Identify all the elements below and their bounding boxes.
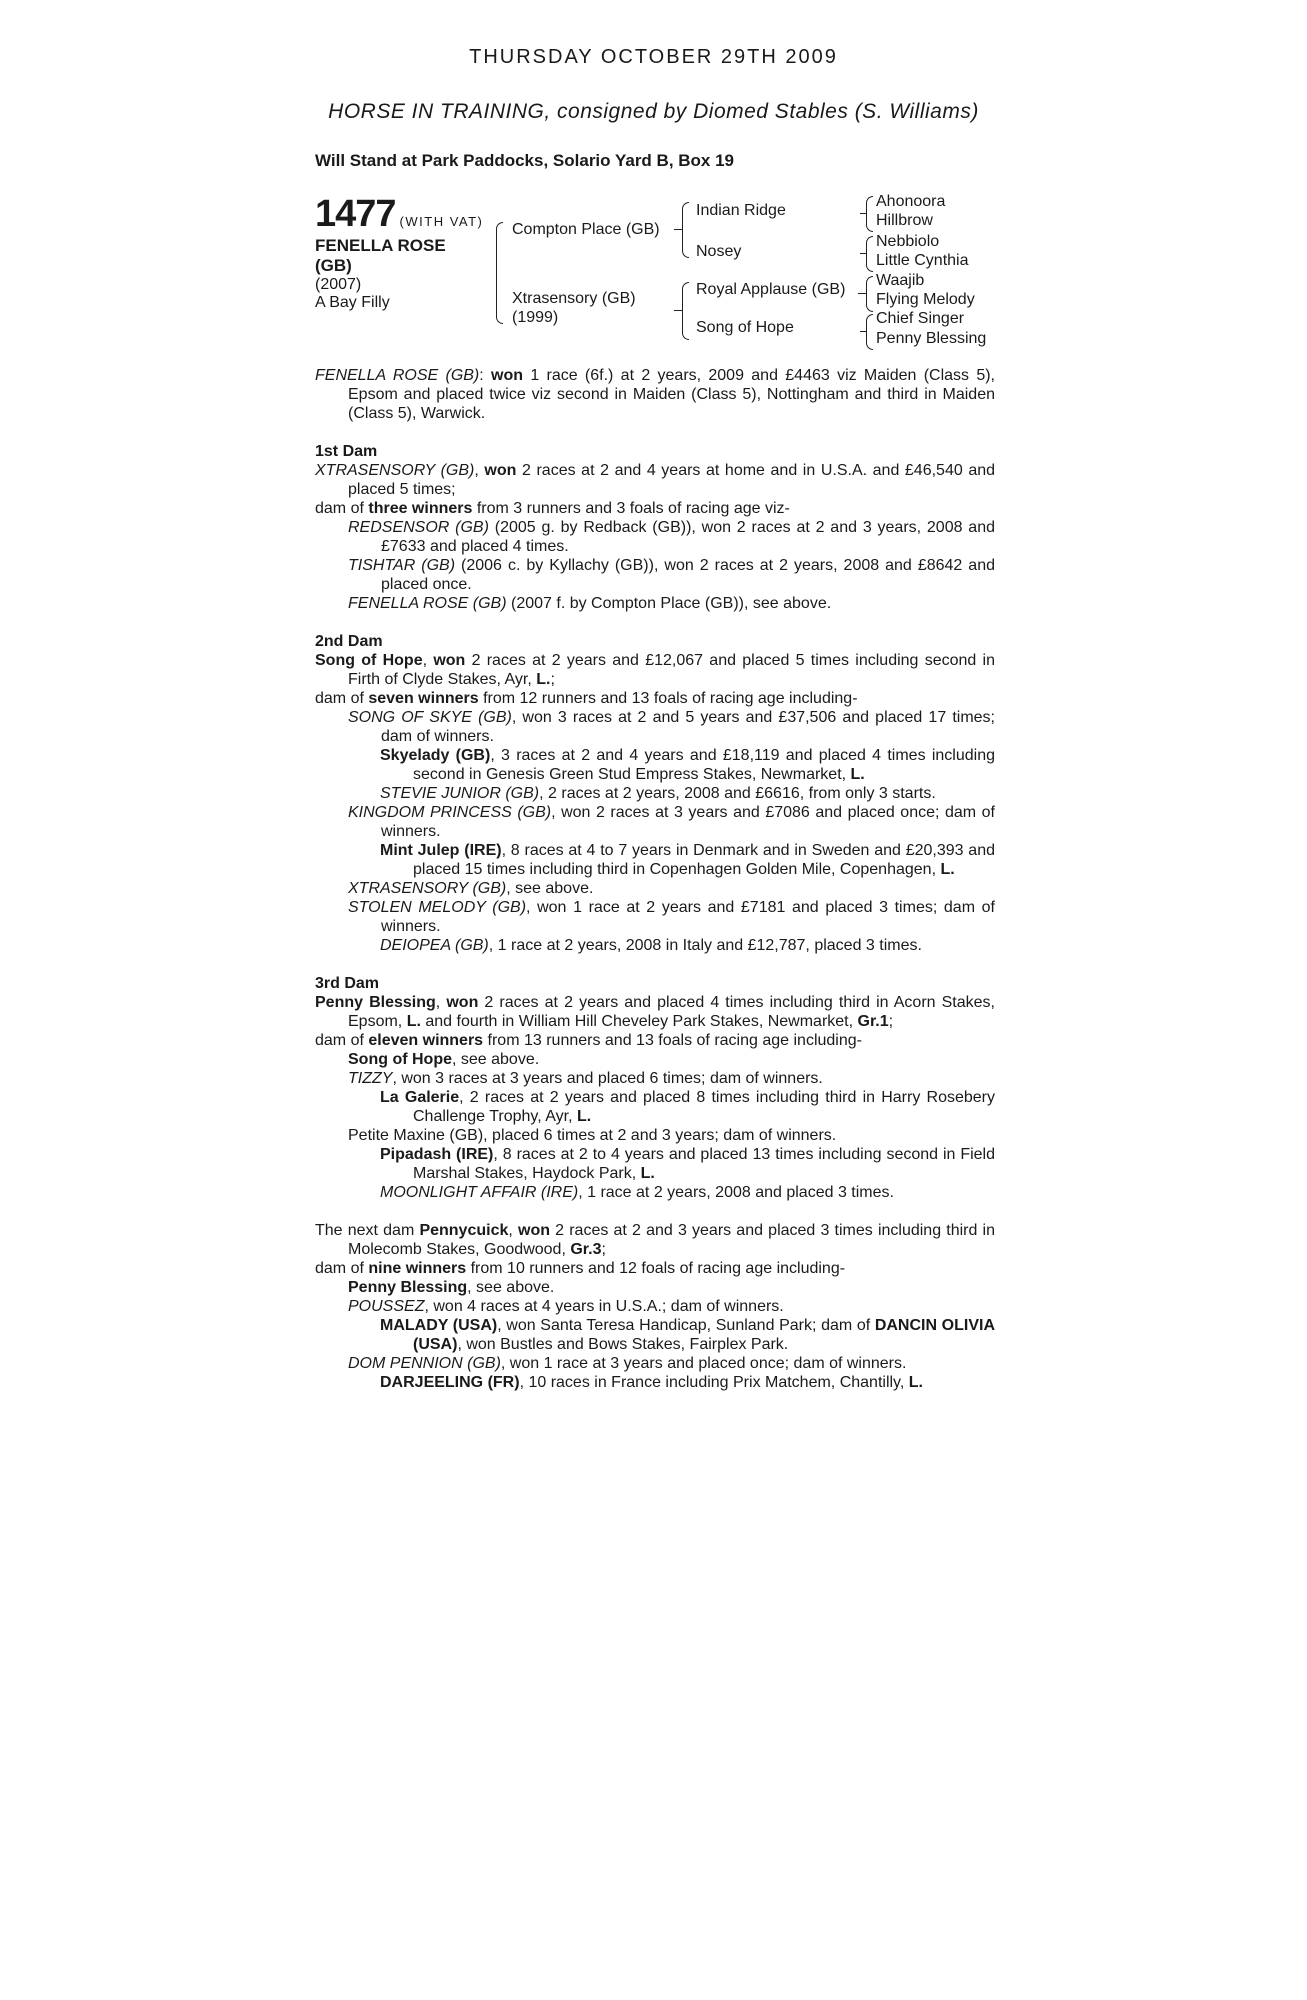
progeny-name: Pipadash (IRE) bbox=[380, 1146, 494, 1163]
progeny-name: FENELLA ROSE (GB) bbox=[348, 595, 507, 612]
dam-year: (1999) bbox=[512, 309, 559, 326]
sire-brace bbox=[682, 202, 689, 258]
g3-name: Little Cynthia bbox=[876, 252, 969, 269]
brace-point bbox=[674, 310, 682, 311]
won-label: won bbox=[491, 367, 524, 384]
progeny-text: , won 3 races at 2 and 5 years and £37,506 and placed 17 times; dam of winners. bbox=[381, 709, 996, 745]
progeny-text: , won Santa Teresa Handicap, Sunland Park; dam of bbox=[497, 1317, 875, 1334]
first-dam-produce bbox=[315, 499, 995, 518]
grandprogeny-entry bbox=[315, 1183, 995, 1202]
dam-sire-name: Royal Applause (GB) bbox=[696, 281, 846, 298]
g3-name: Hillbrow bbox=[876, 212, 933, 229]
text: from 10 runners and 12 foals of racing age including- bbox=[466, 1260, 846, 1277]
group-label: Gr.1 bbox=[857, 1013, 889, 1030]
g3-name: Chief Singer bbox=[876, 310, 965, 327]
g3-name: Ahonoora bbox=[876, 193, 946, 210]
second-dam-produce bbox=[315, 689, 995, 708]
catalogue-text bbox=[315, 366, 995, 1392]
group-label: Gr.3 bbox=[570, 1241, 602, 1258]
horse-name-italic: FENELLA ROSE (GB) bbox=[315, 367, 480, 384]
text: dam of bbox=[315, 1260, 369, 1277]
progeny-text: (2005 g. by Redback (GB)), won 2 races at 2 and 3 years, 2008 and £7633 and placed 4 times. bbox=[381, 519, 995, 555]
summary-text: 1 race (6f.) at 2 years, 2009 and £4463 viz Maiden (Class 5), Epsom and placed twice viz second in Maiden (Class 5), Nottingham and third in Maiden (Class 5), Warwick. bbox=[348, 367, 996, 422]
progeny-name: TIZZY bbox=[348, 1070, 393, 1087]
progeny-entry bbox=[315, 1297, 995, 1316]
progeny-entry bbox=[315, 803, 995, 841]
progeny-text: , won 1 race at 2 years and £7181 and placed 3 times; dam of winners. bbox=[381, 899, 995, 935]
dam-name: Penny Blessing bbox=[315, 994, 436, 1011]
first-dam-heading: 1st Dam bbox=[315, 443, 378, 460]
winners-count: seven winners bbox=[368, 690, 479, 707]
progeny-text: , 8 races at 4 to 7 years in Denmark and in Sweden and £20,393 and placed 15 times including third in Copenhagen Golden Mile, Copenhagen, bbox=[413, 842, 996, 878]
progeny-text: , see above. bbox=[451, 1051, 540, 1068]
text: dam of bbox=[315, 690, 369, 707]
progeny-entry bbox=[315, 518, 995, 556]
progeny-text: , 1 race at 2 years, 2008 in Italy and £12,787, placed 3 times. bbox=[488, 937, 922, 954]
third-dam-record: Penny Blessing, won 2 races at 2 years and placed 4 times including third in Acorn Stakes, Epsom, L. and fourth in William Hill Cheveley Park Stakes, Newmarket, Gr.1; bbox=[315, 994, 995, 1030]
listed-label: L. bbox=[640, 1165, 655, 1182]
record-text: 2 races at 2 years and £12,067 and placed 5 times including second in Firth of Clyde Stakes, Ayr, bbox=[348, 652, 996, 688]
summary-paragraph: FENELLA ROSE (GB): won 1 race (6f.) at 2 years, 2009 and £4463 viz Maiden (Class 5), Epsom and placed twice viz second in Maiden (Class 5), Nottingham and third in Maiden (Class 5), Warwick. bbox=[315, 367, 996, 422]
second-dam-heading: 2nd Dam bbox=[315, 633, 383, 650]
progeny-text: , won 3 races at 3 years and placed 6 times; dam of winners. bbox=[392, 1070, 823, 1087]
stand-location: Will Stand at Park Paddocks, Solario Yard B, Box 19 bbox=[315, 151, 735, 170]
progeny-name: Skyelady (GB) bbox=[380, 747, 491, 764]
third-dam-heading: 3rd Dam bbox=[315, 975, 380, 992]
progeny-entry bbox=[315, 898, 995, 936]
progeny-text: , 2 races at 2 years and placed 8 times including third in Harry Rosebery Challenge Trophy, Ayr, bbox=[413, 1089, 996, 1125]
won-label: won bbox=[484, 462, 517, 479]
progeny-text: , 10 races in France including Prix Matchem, Chantilly, bbox=[519, 1374, 909, 1391]
progeny-name: STOLEN MELODY (GB) bbox=[348, 899, 527, 916]
progeny-entry bbox=[315, 1354, 995, 1373]
listed-label: L. bbox=[406, 1013, 421, 1030]
horse-description: A Bay Filly bbox=[315, 294, 390, 311]
winners-count: nine winners bbox=[368, 1260, 467, 1277]
progeny-text: , 8 races at 2 to 4 years and placed 13 times including second in Field Marshal Stakes, Haydock Park, bbox=[413, 1146, 996, 1182]
progeny-name: REDSENSOR (GB) bbox=[348, 519, 489, 536]
winners-count: three winners bbox=[368, 500, 473, 517]
progeny-entry bbox=[315, 1069, 995, 1088]
record-text: and fourth in William Hill Cheveley Park Stakes, Newmarket, bbox=[420, 1013, 858, 1030]
brace-point bbox=[860, 253, 866, 254]
sire-name: Compton Place (GB) bbox=[512, 221, 660, 238]
progeny-name: MOONLIGHT AFFAIR (IRE) bbox=[380, 1184, 579, 1201]
progeny-name: POUSSEZ bbox=[348, 1298, 425, 1315]
progeny-text: , 1 race at 2 years, 2008 and placed 3 times. bbox=[578, 1184, 894, 1201]
dam-dam-name: Song of Hope bbox=[696, 319, 794, 336]
text: dam of bbox=[315, 500, 369, 517]
third-dam-produce bbox=[315, 1031, 995, 1050]
won-label: won bbox=[518, 1222, 550, 1239]
text: from 12 runners and 13 foals of racing age including- bbox=[478, 690, 858, 707]
listed-label: L. bbox=[908, 1374, 923, 1391]
record-text: 2 races at 2 and 3 years and placed 3 times including third in Molecomb Stakes, Goodwood, bbox=[348, 1222, 996, 1258]
progeny-entry bbox=[315, 708, 995, 746]
foaling-year: (2007) bbox=[315, 276, 362, 293]
text: ; bbox=[888, 1013, 894, 1030]
lot-number: 1477 bbox=[315, 193, 396, 235]
text: from 3 runners and 3 foals of racing age viz- bbox=[472, 500, 790, 517]
pedigree-brace bbox=[496, 222, 503, 324]
record-text: 2 races at 2 years and placed 4 times including third in Acorn Stakes, Epsom, bbox=[348, 994, 995, 1030]
progeny-text: , 3 races at 2 and 4 years and £18,119 and placed 4 times including second in Genesis Green Stud Empress Stakes, Newmarket, bbox=[413, 747, 995, 783]
sire-sire-name: Indian Ridge bbox=[696, 202, 786, 219]
next-dam-record: The next dam Pennycuick, won 2 races at 2 and 3 years and placed 3 times including third in Molecomb Stakes, Goodwood, Gr.3; bbox=[315, 1222, 996, 1258]
listed-label: L. bbox=[576, 1108, 592, 1125]
progeny-name: DEIOPEA (GB) bbox=[380, 937, 489, 954]
progeny-name: KINGDOM PRINCESS (GB) bbox=[348, 804, 552, 821]
progeny-text: , won Bustles and Bows Stakes, Fairplex Park. bbox=[457, 1336, 789, 1353]
record-text: 2 races at 2 and 4 years at home and in U.S.A. and £46,540 and placed 5 times; bbox=[348, 462, 996, 498]
lot-vat: (WITH VAT) bbox=[399, 214, 484, 229]
progeny-name: Mint Julep (IRE) bbox=[380, 842, 502, 859]
grandprogeny-entry bbox=[315, 1316, 995, 1354]
progeny-name: La Galerie bbox=[380, 1089, 460, 1106]
grandprogeny-entry bbox=[315, 1373, 995, 1392]
progeny-text: , 2 races at 2 years, 2008 and £6616, from only 3 starts. bbox=[539, 785, 936, 802]
winners-count: eleven winners bbox=[368, 1032, 484, 1049]
progeny-text: , won 4 races at 4 years in U.S.A.; dam of winners. bbox=[424, 1298, 784, 1315]
progeny-text: , won 2 races at 3 years and £7086 and placed once; dam of winners. bbox=[381, 804, 995, 840]
horse-name: FENELLA ROSE (GB) bbox=[315, 236, 446, 275]
progeny-text: , won 1 race at 3 years and placed once; dam of winners. bbox=[500, 1355, 907, 1372]
text: dam of bbox=[315, 1032, 369, 1049]
grandprogeny-entry bbox=[315, 1088, 995, 1126]
text: The next dam bbox=[315, 1222, 420, 1239]
listed-label: L. bbox=[940, 861, 955, 878]
progeny-name: DANCIN OLIVIA (USA) bbox=[413, 1317, 995, 1353]
g3-brace bbox=[866, 314, 873, 350]
dam-name: XTRASENSORY (GB) bbox=[315, 462, 475, 479]
g3-name: Waajib bbox=[876, 272, 925, 289]
grandprogeny-entry bbox=[315, 936, 995, 955]
dam-name: Pennycuick bbox=[419, 1222, 509, 1239]
sire-dam-name: Nosey bbox=[696, 243, 742, 260]
won-label: won bbox=[433, 652, 466, 669]
dam-name: Song of Hope bbox=[315, 652, 423, 669]
g3-brace bbox=[866, 236, 873, 272]
brace-point bbox=[858, 293, 866, 294]
g3-brace bbox=[866, 196, 873, 232]
dam-brace bbox=[682, 282, 689, 340]
progeny-entry bbox=[315, 1050, 995, 1069]
progeny-text: (2007 f. by Compton Place (GB)), see above. bbox=[506, 595, 832, 612]
progeny-name: TISHTAR (GB) bbox=[348, 557, 456, 574]
text: from 13 runners and 13 foals of racing age including- bbox=[483, 1032, 862, 1049]
grandprogeny-entry bbox=[315, 784, 995, 803]
brace-point bbox=[860, 331, 866, 332]
progeny-name: MALADY (USA) bbox=[380, 1317, 498, 1334]
g3-name: Nebbiolo bbox=[876, 233, 940, 250]
progeny-name: DARJEELING (FR) bbox=[380, 1374, 520, 1391]
progeny-name: STEVIE JUNIOR (GB) bbox=[380, 785, 540, 802]
grandprogeny-entry bbox=[315, 841, 995, 879]
grandprogeny-entry bbox=[315, 1145, 995, 1183]
listed-label: L. bbox=[536, 671, 551, 688]
listed-label: L. bbox=[850, 766, 865, 783]
progeny-text: , see above. bbox=[467, 1279, 555, 1296]
progeny-name: Song of Hope bbox=[348, 1051, 452, 1068]
progeny-entry bbox=[315, 1126, 995, 1145]
second-dam-record: Song of Hope, won 2 races at 2 years and £12,067 and placed 5 times including second in Firth of Clyde Stakes, Ayr, L.; bbox=[315, 652, 996, 688]
progeny-entry bbox=[315, 879, 995, 898]
text: ; bbox=[601, 1241, 606, 1258]
sale-date-header: THURSDAY OCTOBER 29TH 2009 bbox=[469, 46, 838, 68]
first-dam-record: XTRASENSORY (GB), won 2 races at 2 and 4 years at home and in U.S.A. and £46,540 and placed 5 times; bbox=[315, 462, 996, 498]
text: ; bbox=[550, 671, 555, 688]
progeny-name: DOM PENNION (GB) bbox=[348, 1355, 501, 1372]
progeny-entry bbox=[315, 1278, 995, 1297]
progeny-entry bbox=[315, 594, 995, 613]
g3-brace bbox=[866, 276, 873, 312]
consignment-subtitle: HORSE IN TRAINING, consigned by Diomed Stables (S. Williams) bbox=[328, 100, 979, 123]
progeny-text: (2006 c. by Kyllachy (GB)), won 2 races at 2 years, 2008 and £8642 and placed once. bbox=[381, 557, 995, 593]
dam-name: Xtrasensory (GB) bbox=[512, 290, 636, 307]
progeny-text: Petite Maxine (GB), placed 6 times at 2 and 3 years; dam of winners. bbox=[348, 1127, 837, 1144]
progeny-entry bbox=[315, 556, 995, 594]
lot-block bbox=[315, 193, 495, 312]
brace-point bbox=[674, 229, 682, 230]
g3-name: Penny Blessing bbox=[876, 330, 987, 347]
progeny-name: SONG OF SKYE (GB) bbox=[348, 709, 512, 726]
won-label: won bbox=[446, 994, 479, 1011]
next-dam-produce bbox=[315, 1259, 995, 1278]
grandprogeny-entry bbox=[315, 746, 995, 784]
progeny-name: Penny Blessing bbox=[348, 1279, 468, 1296]
progeny-name: XTRASENSORY (GB) bbox=[348, 880, 507, 897]
brace-point bbox=[860, 213, 866, 214]
progeny-text: , see above. bbox=[506, 880, 594, 897]
g3-name: Flying Melody bbox=[876, 291, 975, 308]
